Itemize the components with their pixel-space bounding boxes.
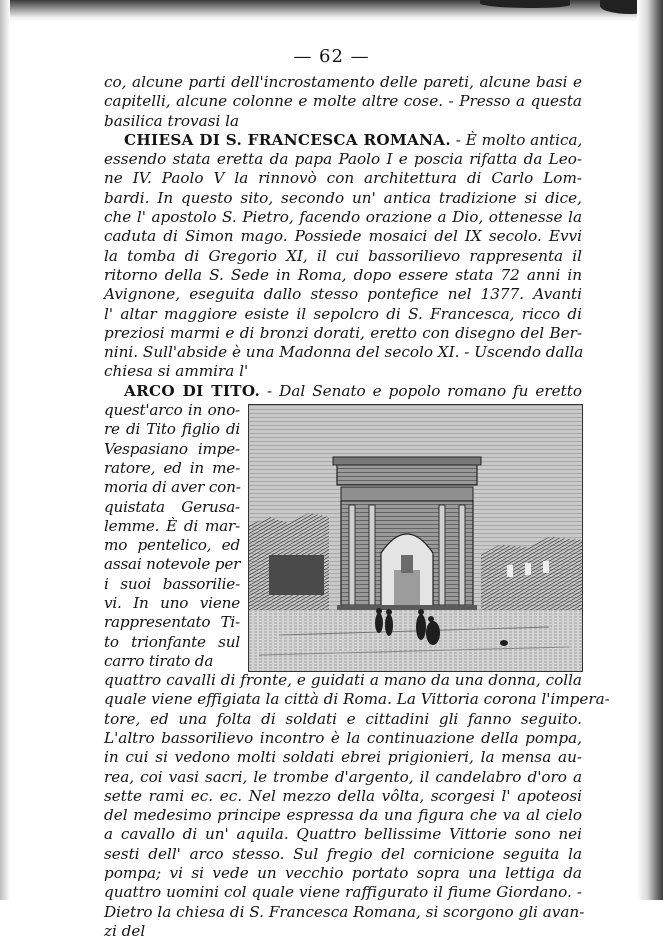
text-line: ritorno della S. Sede in Roma, dopo essere stata 72 anni in bbox=[104, 265, 582, 284]
section-heading-line bbox=[104, 382, 582, 401]
text-line: che l' apostolo S. Pietro, facendo orazione a Dio, ottenesse la bbox=[104, 208, 582, 227]
section-heading-chiesa: CHIESA DI S. FRANCESCA ROMANA. bbox=[124, 130, 451, 149]
section-heading-arco: ARCO DI TITO. bbox=[124, 381, 261, 400]
text-line: quest'arco in ono- bbox=[104, 401, 240, 420]
text-line: capitelli, alcune colonne e molte altre cose. - Presso a questa bbox=[104, 92, 582, 111]
text-line: mo pentelico, ed bbox=[104, 536, 240, 555]
text-line: re di Tito figlio di bbox=[104, 420, 240, 439]
ink-blot bbox=[480, 0, 570, 8]
text-line: basilica trovasi la bbox=[104, 111, 240, 130]
text-line: a cavallo di un' aquila. Quattro bellissime Vittorie sono nei bbox=[104, 825, 582, 844]
text-line: pompa; vi si vede un vecchio portato sopra una lettiga da bbox=[104, 864, 582, 883]
text-line: sesti dell' arco stesso. Sul fregio del cornicione seguita la bbox=[104, 844, 582, 863]
engraving-arch-of-titus-icon bbox=[249, 405, 582, 671]
text-line: l' altar maggiore esiste il sepolcro di S. Francesca, ricco di bbox=[104, 304, 582, 323]
text-line: rea, coi vasi sacri, le trombe d'argento, il candelabro d'oro a bbox=[104, 767, 582, 786]
wrapped-text-column bbox=[104, 401, 240, 671]
scan-top-edge bbox=[0, 0, 663, 22]
text-line: ne IV. Paolo V la rinnovò con architettura di Carlo Lom- bbox=[104, 169, 582, 188]
section-heading-line bbox=[104, 131, 582, 150]
text-line: quale viene effigiata la città di Roma. La Vittoria corona l'impera- bbox=[104, 690, 610, 709]
text-with-illustration bbox=[104, 401, 582, 671]
text-line: quistata Gerusa- bbox=[104, 497, 240, 516]
scan-left-edge bbox=[0, 0, 10, 900]
text-line: zi del bbox=[104, 921, 146, 940]
text-line: L'altro bassorilievo incontro è la continuazione della pompa, bbox=[104, 728, 582, 747]
text-line: vi. In uno viene bbox=[104, 594, 240, 613]
page-number: — 62 — bbox=[293, 46, 370, 67]
text-fragment: - Dal Senato e popolo romano fu eretto bbox=[260, 381, 583, 400]
right-buildings bbox=[481, 537, 582, 610]
text-line: chiesa si ammira l' bbox=[104, 362, 249, 381]
text-line: carro tirato da bbox=[104, 651, 214, 670]
text-line: la tomba di Gregorio XI, il cui bassorilievo rappresenta il bbox=[104, 246, 582, 265]
scan-right-edge bbox=[637, 0, 663, 900]
arch bbox=[333, 457, 481, 613]
text-line: Vespasiano impe- bbox=[104, 439, 240, 458]
text-line: preziosi marmi e di bronzi dorati, eretto con disegno del Ber- bbox=[104, 323, 582, 342]
text-line: bardi. In questo sito, secondo un' antica tradizione si dice, bbox=[104, 188, 582, 207]
text-line: essendo stata eretta da papa Paolo I e poscia rifatta da Leo- bbox=[104, 150, 582, 169]
road bbox=[249, 610, 582, 671]
text-line: in cui si vedono molti soldati ebrei prigionieri, la mensa au- bbox=[104, 748, 582, 767]
text-line: to trionfante sul bbox=[104, 632, 240, 651]
text-line: moria di aver con- bbox=[104, 478, 241, 497]
text-line: del medesimo principe espressa da una figura che va al cielo bbox=[104, 806, 582, 825]
text-line: lemme. È di mar- bbox=[104, 516, 240, 535]
text-line: Avignone, eseguita dallo stesso pontefice nel 1377. Avanti bbox=[104, 285, 582, 304]
body-text bbox=[104, 73, 610, 941]
text-line: tore, ed una folta di soldati e cittadini gli fanno seguito. bbox=[104, 709, 582, 728]
text-fragment: - È molto antica, bbox=[450, 130, 583, 149]
text-line: Dietro la chiesa di S. Francesca Romana, si scorgono gli avan- bbox=[104, 902, 585, 921]
arch-of-titus-engraving bbox=[248, 404, 583, 672]
text-line: i suoi bassorilie- bbox=[104, 574, 240, 593]
text-line: caduta di Simon mago. Possiede mosaici del IX secolo. Evvi bbox=[104, 227, 582, 246]
text-line: quattro cavalli di fronte, e guidati a mano da una donna, colla bbox=[104, 671, 582, 690]
text-line: nini. Sull'abside è una Madonna del secolo XI. - Uscendo dalla bbox=[104, 343, 584, 362]
text-line: assai notevole per bbox=[104, 555, 241, 574]
text-line: rappresentato Ti- bbox=[104, 613, 240, 632]
text-line: co, alcune parti dell'incrostamento delle pareti, alcune basi e bbox=[104, 73, 582, 91]
text-line: quattro uomini col quale viene raffigurato il fiume Giordano. - bbox=[104, 883, 582, 902]
text-line: sette rami ec. ec. Nel mezzo della vôlta, scorgesi l' apoteosi bbox=[104, 786, 582, 805]
text-line: ratore, ed in me- bbox=[104, 458, 240, 477]
